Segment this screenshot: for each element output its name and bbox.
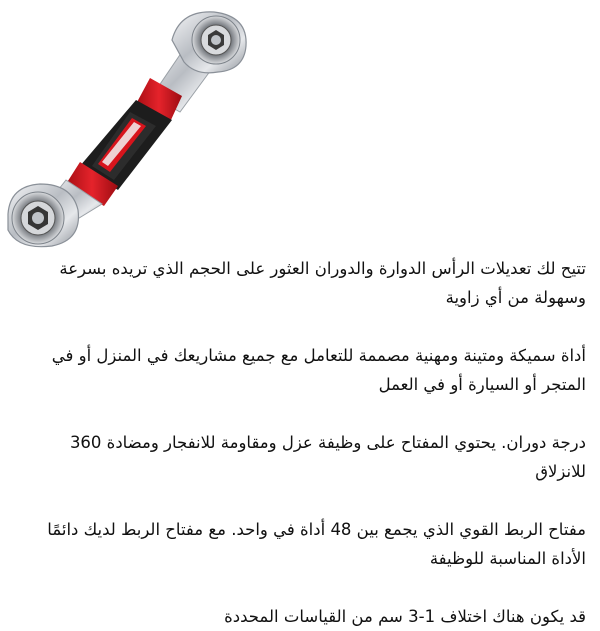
product-description: [28, 254, 586, 631]
socket-wrench-icon: [0, 0, 250, 255]
description-paragraph-rotation: تتيح لك تعديلات الرأس الدوارة والدوران العثور على الحجم الذي تريده بسرعة وسهولة من أي زاوية: [59, 259, 586, 307]
description-paragraph-durability: أداة سميكة ومتينة ومهنية مصممة للتعامل مع جميع مشاريعك في المنزل أو في المتجر أو السيارة أو في العمل: [51, 346, 586, 394]
description-paragraph-size-note: قد يكون هناك اختلاف 1-3 سم من القياسات المحددة: [224, 607, 586, 626]
description-paragraph-48-in-1: مفتاح الربط القوي الذي يجمع بين 48 أداة في واحد. مع مفتاح الربط لديك دائمًا الأداة المناسبة للوظيفة: [47, 520, 586, 568]
description-paragraph-insulation: درجة دوران. يحتوي المفتاح على وظيفة عزل ومقاومة للانفجار ومضادة 360 للانزلاق: [69, 433, 586, 481]
product-image: [0, 0, 250, 255]
